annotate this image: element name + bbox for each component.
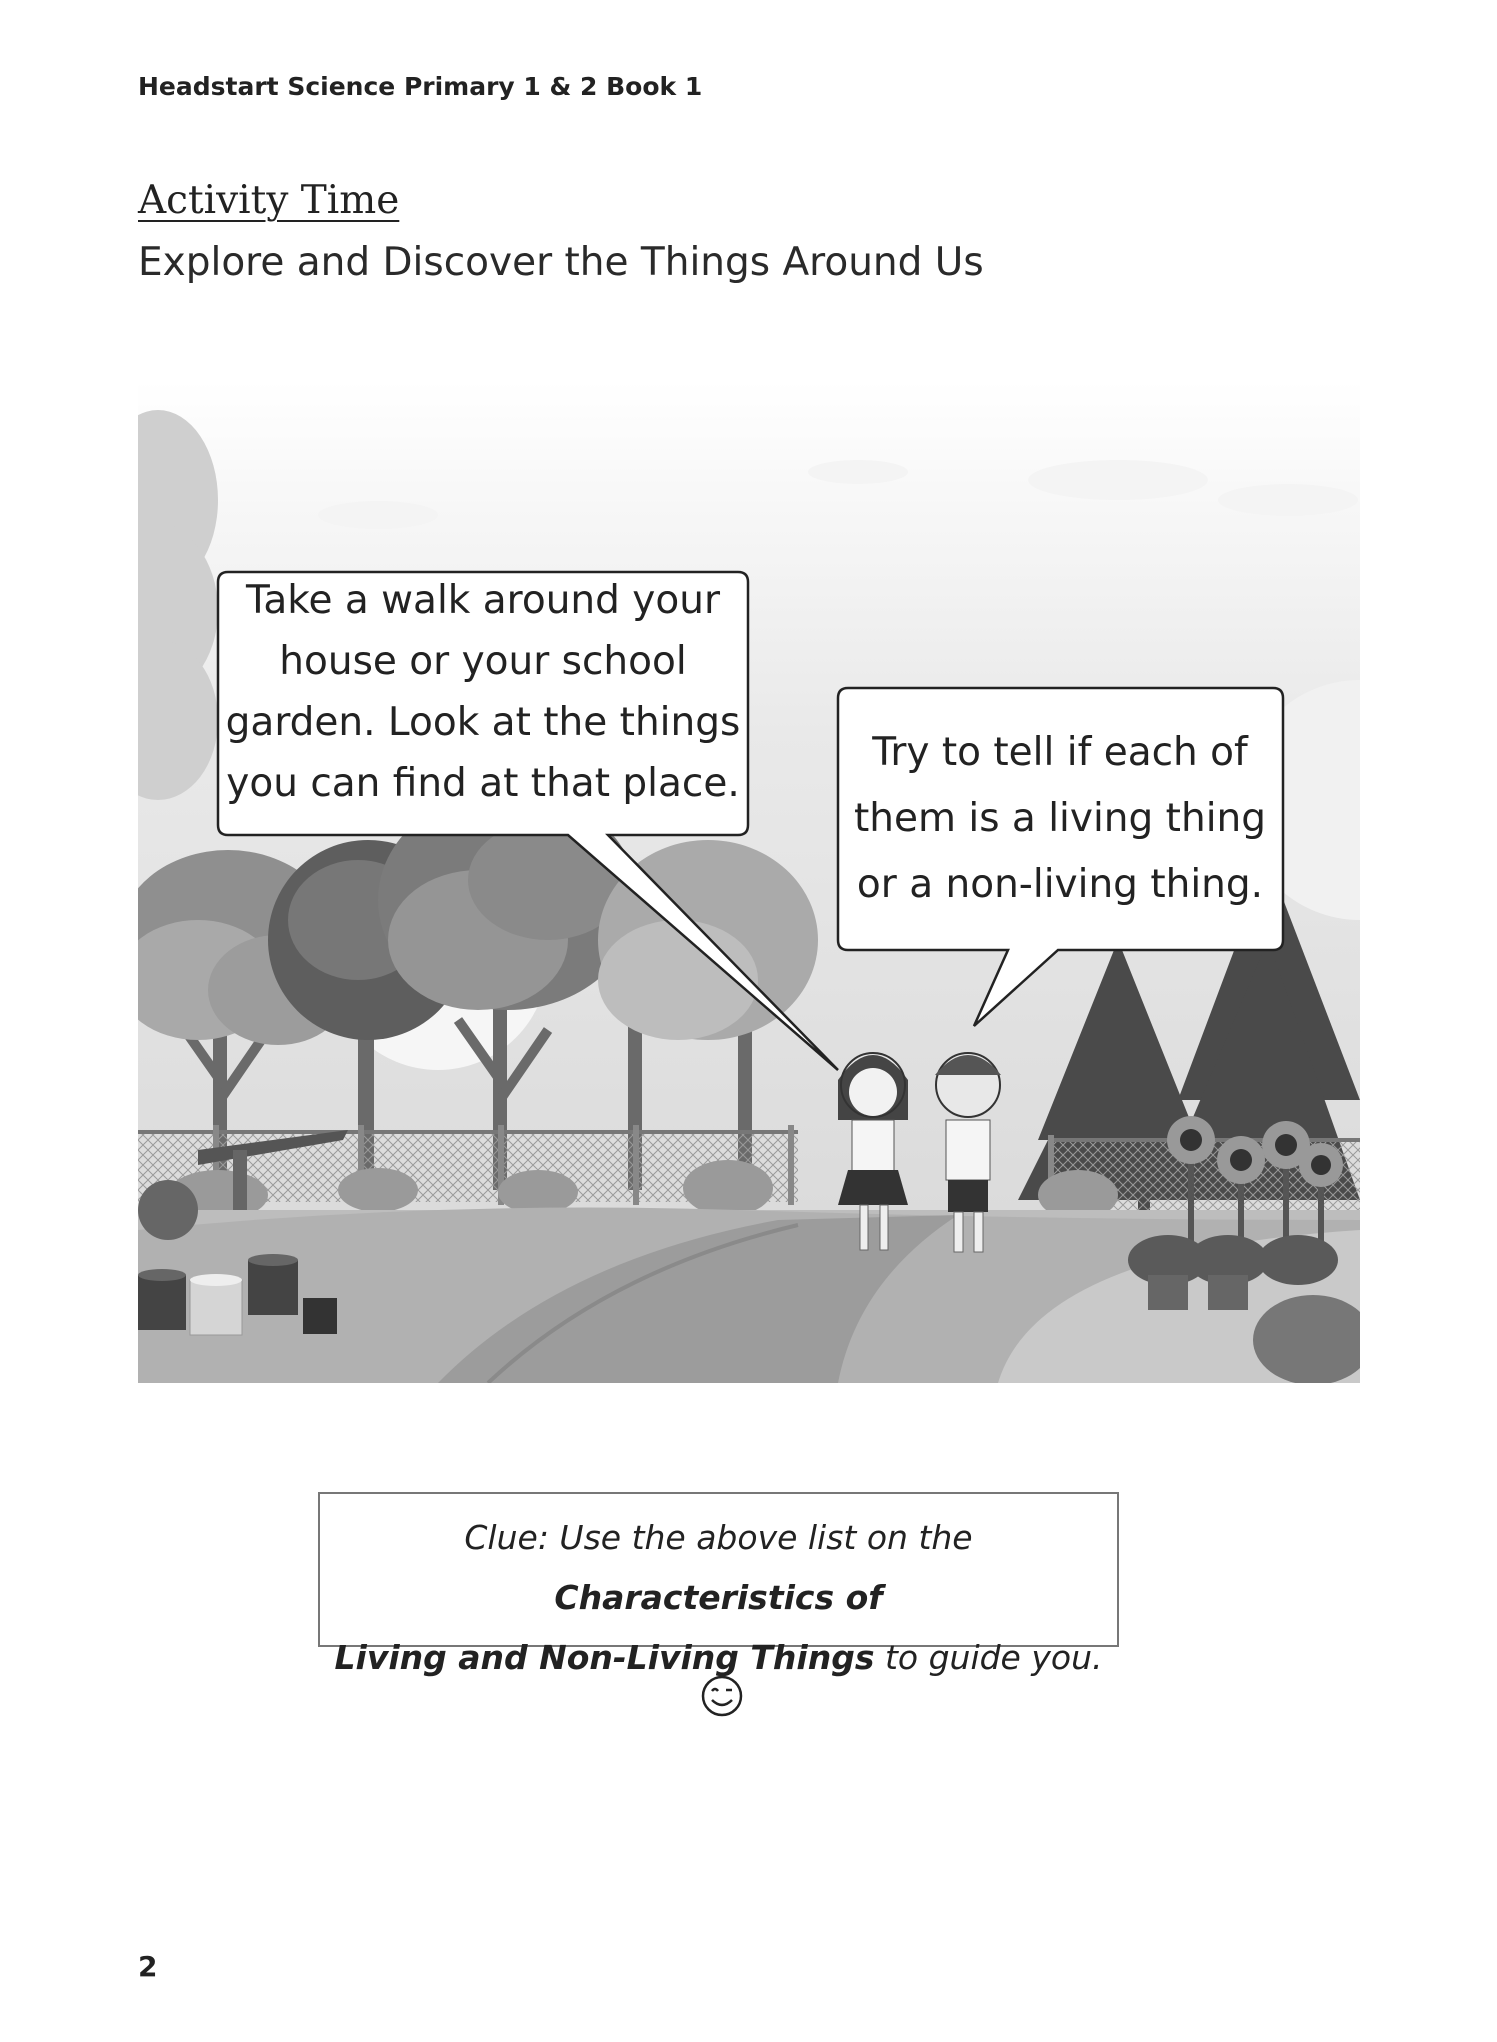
clue-bold-2: Living and Non-Living Things xyxy=(334,1638,875,1677)
clue-bold-1: Characteristics of xyxy=(554,1578,883,1617)
clue-prefix: Clue: Use the above list on the xyxy=(464,1518,973,1557)
clue-suffix: to guide you. xyxy=(874,1638,1103,1677)
bubble-left-line: Take a walk around your xyxy=(246,578,720,623)
clue-box xyxy=(318,1492,1119,1677)
page-number: 2 xyxy=(138,1950,158,1983)
bubble-left-line: garden. Look at the things xyxy=(225,700,741,745)
clue-line-2 xyxy=(320,1628,1117,1751)
wink-smiley-icon xyxy=(700,1674,744,1737)
clue-line-1 xyxy=(320,1508,1117,1628)
book-header: Headstart Science Primary 1 & 2 Book 1 xyxy=(138,72,703,101)
speech-bubble-left xyxy=(220,570,746,814)
activity-subtitle: Explore and Discover the Things Around Us xyxy=(138,240,984,285)
activity-title: Activity Time xyxy=(138,178,400,223)
bubble-left-line: house or your school xyxy=(279,639,687,684)
bubble-left-line: you can find at that place. xyxy=(226,761,740,806)
bubble-right-line: Try to tell if each of xyxy=(872,730,1248,775)
bubble-right-line: them is a living thing xyxy=(853,796,1266,841)
bubble-right-line: or a non-living thing. xyxy=(856,862,1264,907)
speech-bubble-right xyxy=(838,720,1282,918)
